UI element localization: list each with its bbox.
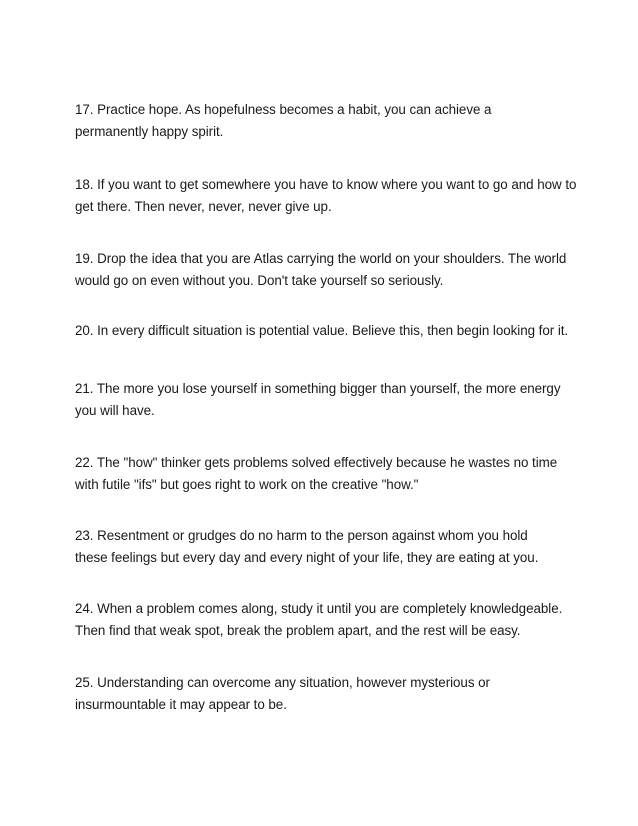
- list-item-23: [75, 525, 565, 569]
- list-item-24: [75, 598, 565, 642]
- list-item-18: [75, 174, 577, 218]
- item-18-line-2: get there. Then never, never, never give up.: [75, 199, 332, 214]
- list-item-22: [75, 452, 565, 496]
- item-23-line-1: 23. Resentment or grudges do no harm to the person against whom you hold: [75, 528, 528, 543]
- item-19-line-1: 19. Drop the idea that you are Atlas carrying the world on your shoulders. The world: [75, 251, 567, 266]
- item-25-line-1: 25. Understanding can overcome any situation, however mysterious or: [75, 675, 490, 690]
- item-21-line-1: 21. The more you lose yourself in something bigger than yourself, the more energy: [75, 381, 561, 396]
- item-23-line-2: these feelings but every day and every night of your life, they are eating at you.: [75, 550, 539, 565]
- list-item-17: [75, 99, 565, 143]
- item-22-line-2: with futile "ifs" but goes right to work on the creative "how.": [75, 477, 419, 492]
- list-item-20: [75, 320, 569, 342]
- list-item-21: [75, 378, 565, 422]
- item-22-line-1: 22. The "how" thinker gets problems solved effectively because he wastes no time: [75, 455, 558, 470]
- item-24-line-2: Then find that weak spot, break the problem apart, and the rest will be easy.: [75, 623, 521, 638]
- item-24-line-1: 24. When a problem comes along, study it until you are completely knowledgeable.: [75, 601, 563, 616]
- list-item-19: [75, 248, 565, 292]
- item-18-line-1: 18. If you want to get somewhere you have to know where you want to go and how to: [75, 177, 577, 192]
- item-20-line-1: 20. In every difficult situation is potential value. Believe this, then begin looking for it.: [75, 323, 569, 338]
- item-17-line-2: permanently happy spirit.: [75, 124, 224, 139]
- list-item-25: [75, 672, 565, 716]
- item-25-line-2: insurmountable it may appear to be.: [75, 697, 287, 712]
- item-19-line-2: would go on even without you. Don't take yourself so seriously.: [75, 273, 444, 288]
- item-17-line-1: 17. Practice hope. As hopefulness becomes a habit, you can achieve a: [75, 102, 492, 117]
- item-21-line-2: you will have.: [75, 403, 155, 418]
